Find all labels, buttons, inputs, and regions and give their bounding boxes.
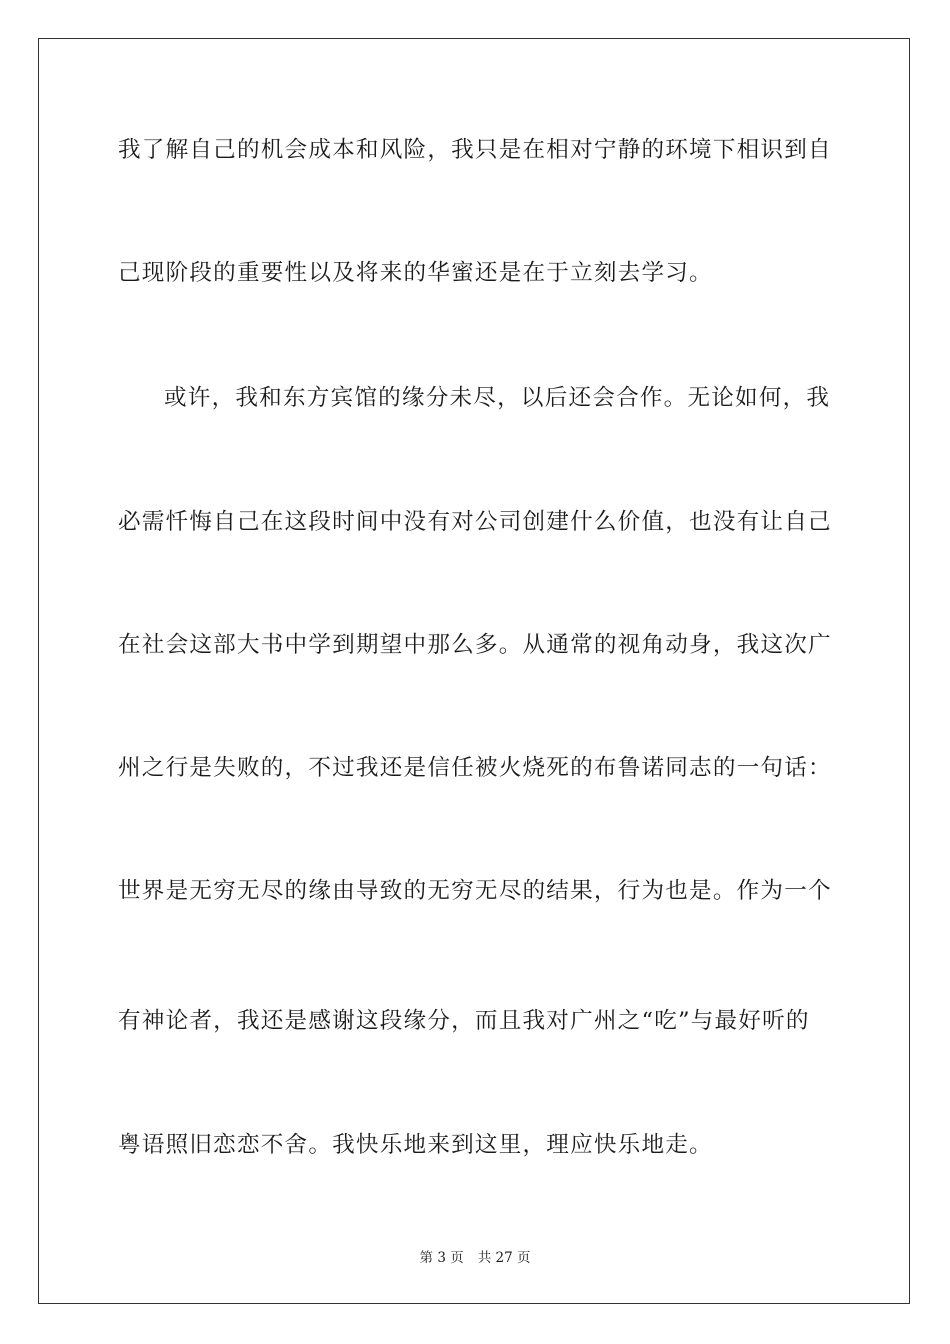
page-total: 共 27 页	[477, 1250, 531, 1266]
body-text-line: 世界是无穷无尽的缘由导致的无穷无尽的结果，行为也是。作为一个	[118, 878, 832, 904]
page-number: 第 3 页	[419, 1250, 464, 1266]
page-border	[38, 38, 910, 1304]
page-footer	[0, 1248, 950, 1268]
body-text-line: 我了解自己的机会成本和风险，我只是在相对宁静的环境下相识到自	[118, 137, 832, 163]
body-text-line: 在社会这部大书中学到期望中那么多。从通常的视角动身，我这次广	[118, 632, 832, 658]
body-text-line: 粤语照旧恋恋不舍。我快乐地来到这里，理应快乐地走。	[118, 1132, 713, 1158]
body-text-line: 州之行是失败的，不过我还是信任被火烧死的布鲁诺同志的一句话：	[118, 755, 832, 781]
body-text-line: 己现阶段的重要性以及将来的华蜜还是在于立刻去学习。	[118, 260, 713, 286]
body-text-line-paragraph-start: 或许，我和东方宾馆的缘分未尽，以后还会合作。无论如何，我	[164, 385, 831, 411]
body-text-line: 有神论者，我还是感谢这段缘分，而且我对广州之“吃”与最好听的	[118, 1008, 810, 1034]
body-text-line: 必需忏悔自己在这段时间中没有对公司创建什么价值，也没有让自己	[118, 509, 832, 535]
